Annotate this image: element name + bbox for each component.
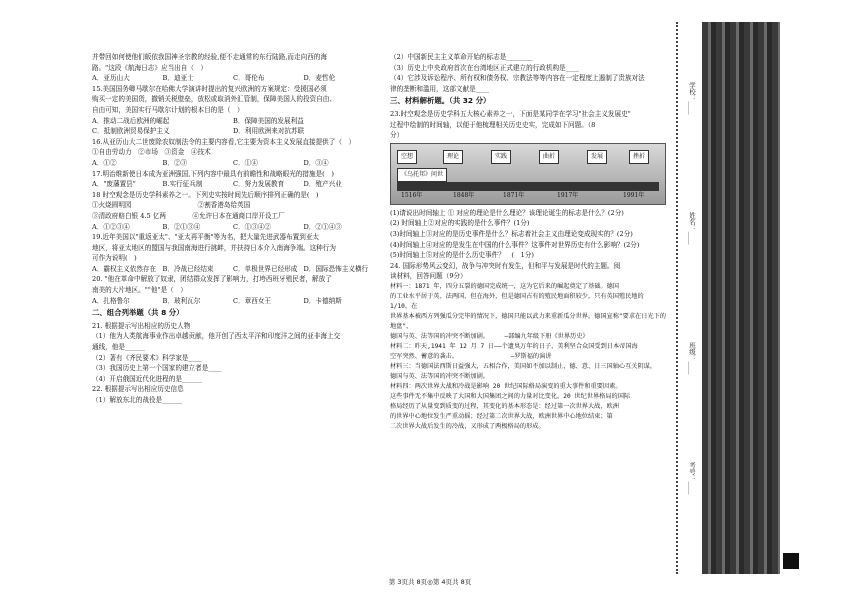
material-4 bbox=[390, 382, 666, 432]
option: D．③④ bbox=[303, 158, 329, 167]
option: B．冷战已经结束 bbox=[162, 264, 214, 273]
text-line: （1）他为人类航海事业作出卓越贡献，他开创了西太平洋和印度洋之间的亚非海上交 bbox=[92, 332, 341, 341]
binding-margin bbox=[676, 22, 786, 574]
id-field: 考号：____ bbox=[688, 462, 696, 495]
timeline-node: 实践 bbox=[491, 150, 511, 165]
text-line: 的世界中心地位发生严重动摇；经过第二次世界大战，欧洲世界中心地位结束；第 bbox=[390, 412, 613, 420]
option: C．①④ bbox=[233, 158, 258, 167]
timeline-node: 理论 bbox=[443, 150, 463, 165]
question-21: 21. 根据提示写出相应的历史人物 bbox=[92, 321, 191, 330]
question-20: 20. "他在革命中解放了奴隶，团结群众发挥了影响力，打垮西班牙殖民者，解放了 bbox=[92, 275, 332, 284]
option: D．利用欧洲来对抗苏联 bbox=[233, 127, 305, 136]
section-heading: 二、组合列举题（共 8 分） bbox=[92, 308, 184, 318]
text-line: （2）著有《齐民要术》科学家是____ bbox=[92, 353, 202, 362]
option: C．哥伦布 bbox=[233, 74, 265, 83]
text-line: 世界基本被西方列强瓜分完毕的情况下，德国只能以武力来重新瓜分世界。德国宣称"要求在日光下的地盘"， bbox=[390, 312, 666, 330]
option: C．单极世界已经形成 bbox=[233, 264, 298, 273]
timeline-year: 1516年 bbox=[401, 191, 423, 199]
text-line: (3)时间轴上③对应的是历史事件是什么？标志着社会主义由理论变成现实的？(2分) bbox=[390, 229, 633, 238]
text-line: 读材料，回答问题（9分） bbox=[390, 272, 467, 281]
option: A．扎格鲁尔 bbox=[92, 296, 130, 305]
text-line: （1）解放东北的战役是______ bbox=[92, 396, 182, 404]
text-line: 购买一定的美国货，撤销关税壁垒，放松或取消外汇管制，保障美国人的投资自由、 bbox=[92, 95, 336, 104]
option: B．保障美国的发展利益 bbox=[233, 116, 304, 125]
text-line: (1)请说出时间轴上 ① 对应的理论是什么理论？该理论诞生的标志是什么？(2分) bbox=[390, 208, 624, 217]
question-19: 19.近年美国以"重返亚太"、"亚太再平衡"等为名，把大量先进武器布置到亚太 bbox=[92, 233, 320, 242]
timeline-node: 曲折 bbox=[539, 150, 559, 165]
option: B．迪亚士 bbox=[162, 74, 194, 83]
text-line: 二次世界大战后发生的冷战，又形成了两极格局的形成。 bbox=[390, 422, 545, 430]
q17-options bbox=[92, 179, 374, 190]
option: A．亚历山大 bbox=[92, 74, 130, 83]
text-line: (5)时间轴上⑤对应的是什么历史事件？ ( 1分) bbox=[390, 251, 534, 260]
option: C．章西女王 bbox=[233, 296, 272, 305]
q15-options bbox=[92, 116, 374, 137]
timeline-label: 《乌托邦》问世 bbox=[397, 168, 447, 183]
text-line: 材料三：当德国法西斯日益强大，五相合作，美国如不加以制止，德、意、日三国轴心互关阴谋， bbox=[390, 362, 657, 370]
text-line: 材料四：两次世界大战和冷战是影响 20 世纪国际格局演变的重大事件和重要因素。 bbox=[390, 382, 622, 390]
timeline-node: 空想 bbox=[397, 150, 417, 165]
text-line: 地区，将亚太地区的盟国与我国南海进行挑衅，并扶持日本介入南海争端。这种行为 bbox=[92, 243, 336, 252]
q19-options bbox=[92, 264, 374, 275]
page-footer: 第 3页共 8页◎第 4页共 8页 bbox=[388, 578, 472, 586]
text-line: 自由可知，美国实行马歇尔计划的根本目的是（ ） bbox=[92, 105, 244, 114]
question-24: 24. 国际形势风云变幻，战争与冲突时有发生，但和平与发展是时代的主题。阅 bbox=[390, 261, 621, 270]
text-line: 可作为说明( ) bbox=[92, 254, 137, 263]
name-field: 姓名：____ bbox=[688, 212, 696, 245]
text-line: 的工业水平居于英、法两国、但在海外，但是德国占有的殖民地面积较少，只有英国殖民地的 1/10。在 bbox=[390, 292, 644, 310]
q16-options bbox=[92, 158, 374, 169]
text-line: 南美的大片地区。""他"是（ ） bbox=[92, 286, 187, 295]
seal-line bbox=[676, 22, 688, 574]
school-field: 学校：____ bbox=[688, 82, 696, 115]
option: C．努力发展教育 bbox=[233, 180, 285, 189]
option: D．②①④③ bbox=[303, 222, 342, 231]
option: D．国际恐怖主义横行 bbox=[303, 264, 369, 273]
text-line: 通线，他是______ bbox=[92, 343, 145, 352]
option: B．玻利瓦尔 bbox=[162, 296, 201, 305]
right-column bbox=[390, 52, 666, 432]
material-2 bbox=[390, 342, 666, 382]
text-line: 路。"这段《航海日志》应当出自（ ） bbox=[92, 63, 208, 72]
q18-options bbox=[92, 222, 374, 233]
timeline-year: 1871年 bbox=[503, 191, 525, 199]
timeline-node: 发展 bbox=[587, 150, 607, 165]
question-23: 23.时空观念是历史学科五大核心素养之一，下面是某同学在学习"社会主义发展史" bbox=[390, 109, 631, 118]
question-18: 18 时空观念是历史学科素养之一。下列史实按时间先后顺序排列正确的是( ) bbox=[92, 190, 319, 199]
text-line: （2）中国新民主主义革命开始的标志是________ bbox=[390, 53, 533, 61]
section-heading: 三、材料解析题。（共 32 分） bbox=[390, 96, 491, 106]
timeline-year: 1917年 bbox=[557, 191, 579, 199]
option: D．殖产兴业 bbox=[303, 180, 342, 189]
question-17: 17.明治维新使日本成为亚洲强国,下列内容中最具有前瞻性和战略眼光的措施是( ) bbox=[92, 169, 334, 178]
scan-strip bbox=[702, 22, 780, 574]
option: B.实行征兵制 bbox=[162, 180, 203, 189]
text-line: 过程中绘制的时间轴，以便于他梳理相关历史史实，完成如下问题。（8 bbox=[390, 120, 596, 129]
text-line: ①火烧圆明园 ②割香港岛给英国 bbox=[92, 201, 251, 210]
timeline-node: 挫折 bbox=[629, 150, 649, 165]
question-16: 16.从亚历山大二世废除农奴制法令的主要内容看,它主要为资本主义发展直接提供了（ ） bbox=[92, 137, 356, 146]
option: C．抵制欧洲贸易保护主义 bbox=[92, 127, 170, 136]
left-column bbox=[92, 52, 374, 406]
text-line: 这些事件无不集中反映了大国和大国集团之间的力量对比变化。20 世纪世界格局的国际 bbox=[390, 392, 631, 400]
q14-options bbox=[92, 73, 374, 84]
text-line: 分） bbox=[390, 131, 404, 140]
option: A．①② bbox=[92, 158, 117, 167]
timeline-year: 1991年 bbox=[623, 191, 645, 199]
registration-mark bbox=[783, 553, 799, 569]
text-line: （3）历史上中央政府首次在台湾地区正式建立的行政机构是____ bbox=[390, 63, 579, 72]
text-line: 并带回如何使他们皈依我国神圣宗教的经验,便不走通常的东行陆路,而走向西的海 bbox=[92, 53, 327, 61]
option: D．麦哲伦 bbox=[303, 74, 336, 83]
text-line: 律的垄断和滥用，这部文献是____ bbox=[390, 84, 489, 93]
option: B．②①③④ bbox=[162, 222, 201, 231]
timeline-image bbox=[390, 143, 666, 205]
text-line: 空军突然、蓄意的袭击。 —罗斯福的演讲 bbox=[390, 352, 552, 360]
text-line: 德国与英、法等国的冲突不断加剧。 —部编九年级下册《世界历史》 bbox=[390, 332, 589, 340]
text-line: ③清政府赔白银 4.5 亿两 ④允许日本在通商口岸开设工厂 bbox=[92, 211, 285, 220]
text-line: （4）开启俄国近代化进程的是______ bbox=[92, 374, 202, 383]
option: B．②③ bbox=[162, 158, 188, 167]
class-field: 班级：____ bbox=[688, 342, 696, 375]
material-1 bbox=[390, 282, 666, 342]
question-15: 15.美国国务卿马歇尔在哈佛大学演讲时提出的复兴欧洲的方案规定：受援国必须 bbox=[92, 84, 327, 93]
text-line: 材料二：昨天,1941 年 12 月 7 日——个遗臭万年的日子，美利坚合众国受到日本帝国海 bbox=[390, 342, 638, 350]
option: D．卡德纳斯 bbox=[303, 296, 342, 305]
text-line: 材料一：1871 年，四分五裂的德国完成统一，这为它后来的崛起奠定了基础。德国 bbox=[390, 282, 619, 290]
timeline-axis bbox=[397, 182, 659, 191]
text-line: 格局经历了从量变到质变的过程，其变化的基本形态是：经过第一次世界大战，欧洲 bbox=[390, 402, 619, 410]
option: C．①③④② bbox=[233, 222, 272, 231]
option: A．①②③④ bbox=[92, 222, 130, 231]
text-line: （4）它涉及诉讼程序、所有权和债务权、宗教法等等内容在一定程度上遏制了贵族对法 bbox=[390, 74, 645, 83]
q20-options bbox=[92, 296, 374, 307]
text-line: ①自由劳动力 ②市场 ③资金 ④技术 bbox=[92, 148, 211, 157]
option: A．霸权主义依然存在 bbox=[92, 264, 157, 273]
text-line: （3）我国历史上第一个国家的建立者是____ bbox=[92, 364, 222, 373]
option: A．"废藩置县" bbox=[92, 180, 136, 189]
text-line: (4)时间轴上④对应的是发生在中国的什么事件？这事件对世界历史有什么影响？(2分) bbox=[390, 240, 640, 249]
timeline-year: 1848年 bbox=[453, 191, 475, 199]
text-line: 德国与英、法等国的冲突不断加剧。 bbox=[390, 372, 489, 380]
option: A．推动二战后欧洲的崛起 bbox=[92, 116, 170, 125]
question-22: 22. 根据提示写出相应历史信息 bbox=[92, 385, 184, 394]
text-line: (2) 时间轴上②对应的实践的是什么事件？(1分) bbox=[390, 219, 530, 228]
